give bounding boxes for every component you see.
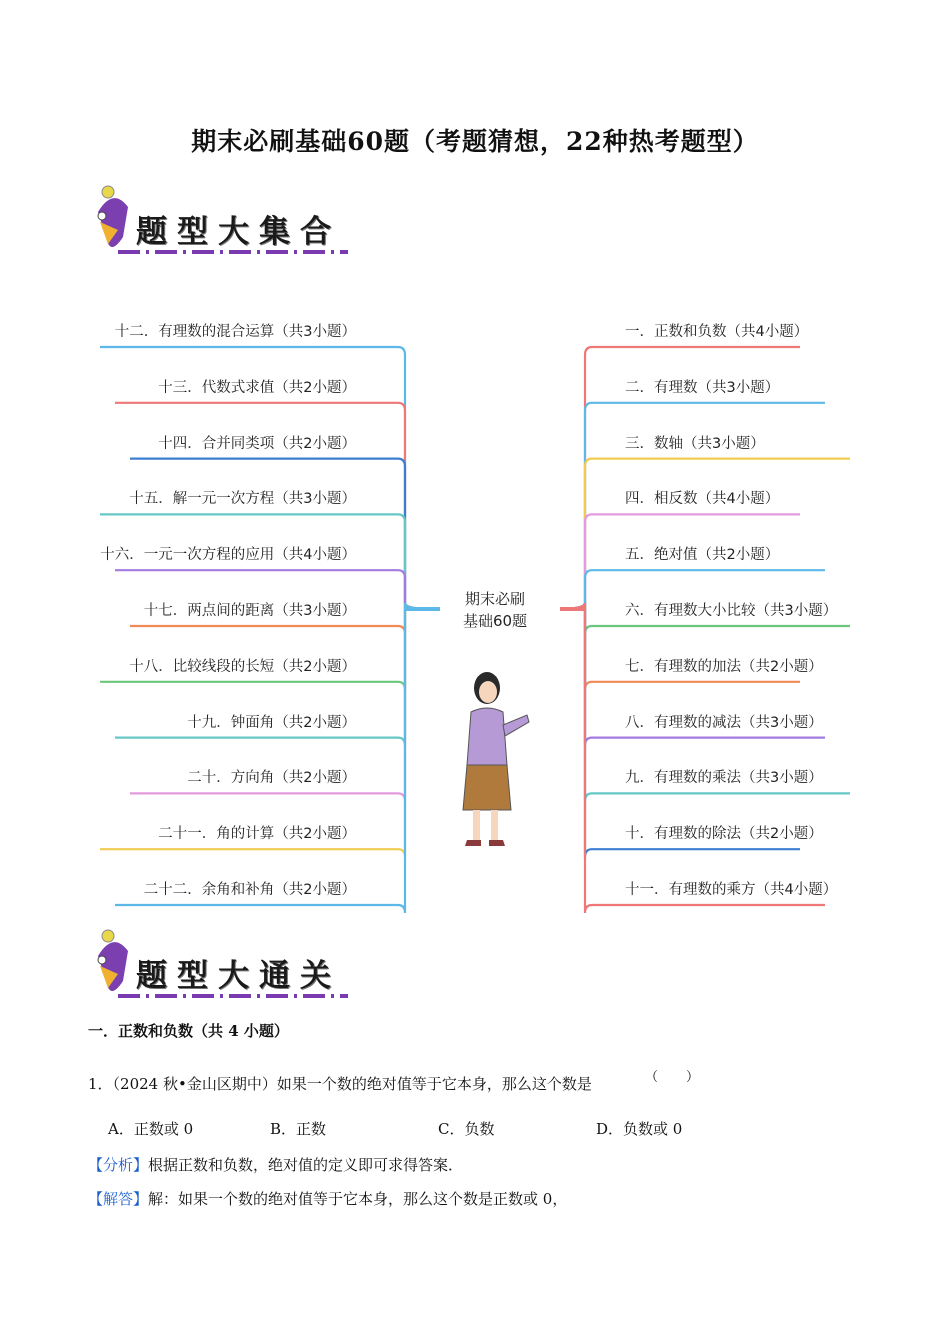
center-line-1: 期末必刷 <box>464 590 525 608</box>
mind-map-branch-right: 四．相反数（共4小题） <box>625 491 780 508</box>
mind-map <box>0 300 950 920</box>
mind-map-branch-left: 二十．方向角（共2小题） <box>187 770 356 787</box>
mind-map-branch-left: 十五．解一元一次方程（共3小题） <box>129 491 356 508</box>
banner-text: 题型大集合 <box>136 214 341 250</box>
banner-question-types <box>88 182 358 262</box>
analysis-line <box>88 1154 463 1175</box>
mind-map-branch-right: 八．有理数的减法（共3小题） <box>625 714 823 731</box>
option-c: C．负数 <box>438 1120 495 1138</box>
answer-text: 解：如果一个数的绝对值等于它本身，那么这个数是正数或 0， <box>148 1190 568 1208</box>
mind-map-branch-left: 二十二．余角和补角（共2小题） <box>143 882 356 898</box>
center-line-2: 基础60题 <box>462 612 528 630</box>
mind-map-branch-left: 十三．代数式求值（共2小题） <box>158 379 356 396</box>
mind-map-branch-right: 三．数轴（共3小题） <box>625 435 765 452</box>
analysis-text: 根据正数和负数，绝对值的定义即可求得答案． <box>148 1156 464 1174</box>
teacher-illustration <box>455 670 535 855</box>
mind-map-branch-right: 六．有理数大小比较（共3小题） <box>625 603 838 619</box>
mind-map-branch-right: 五．绝对值（共2小题） <box>625 547 780 564</box>
banner-divider <box>118 250 348 254</box>
option-d: D．负数或 0 <box>596 1120 683 1138</box>
page-title: 期末必刷基础60题（考题猜想，22种热考题型） <box>191 127 759 156</box>
option-b: B．正数 <box>270 1120 327 1138</box>
mind-map-connector <box>115 603 430 913</box>
mind-map-branch-right: 九．有理数的乘法（共3小题） <box>625 770 823 787</box>
section-heading: 一．正数和负数（共 4 小题） <box>88 1022 289 1040</box>
answer-tag: 【解答】 <box>88 1190 149 1208</box>
mind-map-branch-left: 十八．比较线段的长短（共2小题） <box>129 658 356 675</box>
answer-line <box>88 1188 567 1209</box>
mind-map-connector <box>130 459 430 609</box>
analysis-tag: 【分析】 <box>88 1156 149 1174</box>
banner-divider <box>118 994 348 998</box>
mind-map-branch-right: 十一．有理数的乘方（共4小题） <box>625 882 838 898</box>
mind-map-connector <box>560 603 825 913</box>
banner-text: 题型大通关 <box>136 958 341 994</box>
mind-map-branch-right: 七．有理数的加法（共2小题） <box>625 658 823 675</box>
mind-map-branch-left: 二十一．角的计算（共2小题） <box>158 826 356 843</box>
mind-map-branch-left: 十四．合并同类项（共2小题） <box>158 435 356 452</box>
option-a: A．正数或 0 <box>108 1120 194 1138</box>
mind-map-branch-left: 十七．两点间的距离（共3小题） <box>143 603 356 619</box>
question-text: 1．（2024 秋•金山区期中）如果一个数的绝对值等于它本身，那么这个数是 <box>88 1075 592 1093</box>
mind-map-branch-left: 十六．一元一次方程的应用（共4小题） <box>100 547 356 564</box>
mind-map-branch-left: 十二．有理数的混合运算（共3小题） <box>114 324 356 340</box>
answer-blank: （） <box>645 1070 728 1085</box>
mind-map-branch-right: 二．有理数（共3小题） <box>625 379 780 396</box>
mind-map-branch-right: 十．有理数的除法（共2小题） <box>625 826 823 843</box>
mind-map-center <box>445 588 545 632</box>
mind-map-branch-right: 一．正数和负数（共4小题） <box>625 324 809 340</box>
mind-map-connector <box>560 459 850 609</box>
banner-question-practice <box>88 926 358 1006</box>
mind-map-branch-left: 十九．钟面角（共2小题） <box>187 714 356 731</box>
